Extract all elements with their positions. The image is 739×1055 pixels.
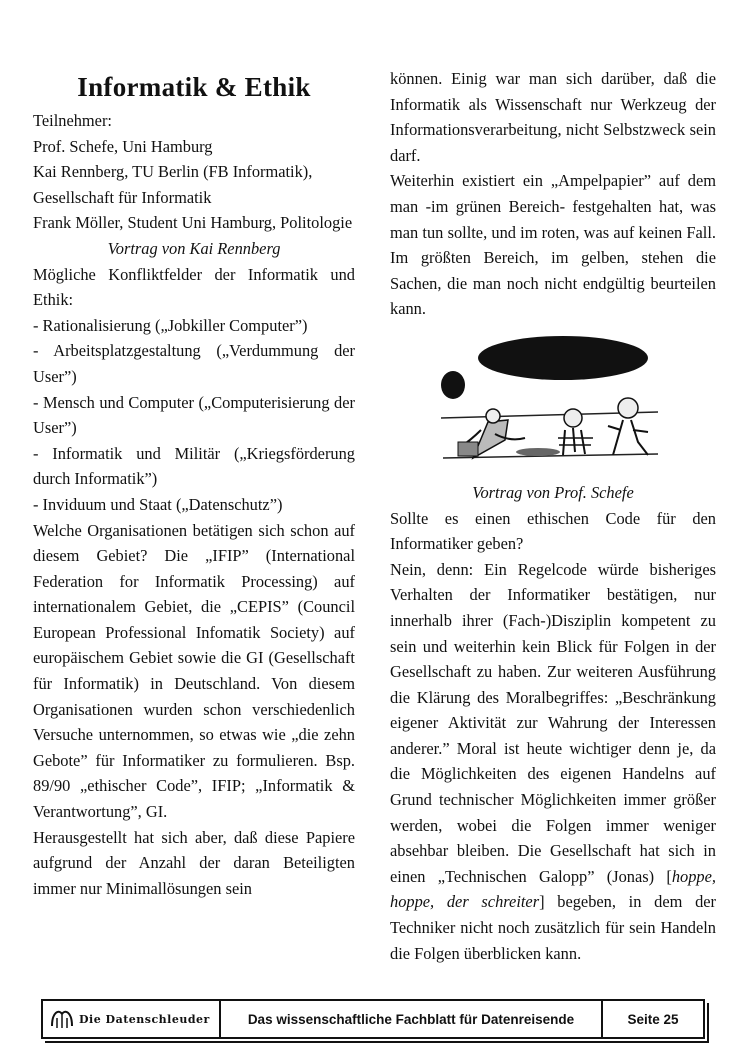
paragraph-ampel: Weiterhin existiert ein „Ampelpapier” auf dem man -im grünen Bereich- festgehalten hat, was man tun sollte, und im roten, was auf keinen Fall. Im größten Bereich, im gelben, stehen die Sachen, die man noch nicht endgültig beurteilen kann. bbox=[390, 171, 716, 319]
conflict-intro: Mögliche Konfliktfelder der Informatik und Ethik: bbox=[33, 264, 355, 310]
paragraph-continuation: können. Einig war man sich darüber, daß die Informatik als Wissenschaft nur Werkzeug der Informationsverarbeitung, nicht Selbstzweck sein darf. bbox=[390, 69, 716, 165]
answer-text-end: ] begeben, in dem der Techniker nicht noch zusätzlich für sein Handeln die Folgen überblicken kann. bbox=[390, 892, 717, 963]
participant-schefe: Prof. Schefe, Uni Hamburg bbox=[33, 136, 213, 156]
paragraph-organisations: Welche Organisationen betätigen sich schon auf diesem Gebiet? Die „IFIP” (International Federation for Informatik Processing) auf internationalem Gebiet, die „CEPIS” (Council European Professional Infomatik Society) auf europäischem Gebiet sowie die GI (Gesellschaft für Informatik) in Deutschland. Von diesem Organisationen wurden schon verschiedenlich Versuche unternommen, so etwas wie „die zehn Gebote” für Informatiker zu formulieren. Bsp. 89/90 „ethischer Code”, IFIP; „Informatik & Verantwortung”, GI. bbox=[33, 520, 355, 822]
conflict-item: - Rationalisierung („Jobkiller Computer”) bbox=[33, 315, 308, 335]
paragraph-result: Herausgestellt hat sich aber, daß diese Papiere aufgrund der Anzahl der daran Beteiligten immer nur Minimallösungen sein bbox=[33, 827, 355, 898]
page-footer bbox=[41, 999, 705, 1039]
article-title: Informatik & Ethik bbox=[77, 72, 311, 102]
left-column bbox=[33, 66, 355, 901]
skeleton-cartoon-illustration bbox=[433, 330, 673, 480]
participant-moeller: Frank Möller, Student Uni Hamburg, Politologie bbox=[33, 213, 353, 233]
conflict-item: - Arbeitsplatzgestaltung („Verdummung der User”) bbox=[33, 341, 355, 386]
conflict-item: - Mensch und Computer („Computerisierung der User”) bbox=[33, 392, 355, 438]
right-column bbox=[390, 66, 716, 966]
image-caption: Vortrag von Prof. Schefe bbox=[472, 482, 634, 502]
lecture-heading-rennberg: Vortrag von Kai Rennberg bbox=[107, 238, 281, 258]
conflict-item: - Informatik und Militär („Kriegsförderung durch Informatik”) bbox=[33, 443, 355, 489]
answer-paragraph bbox=[390, 557, 716, 967]
answer-text-italic: hoppe, hoppe, der schreiter bbox=[390, 866, 716, 912]
chaos-knot-icon bbox=[49, 1006, 75, 1032]
conflict-item: - Inviduum und Staat („Datenschutz”) bbox=[33, 494, 283, 514]
participant-rennberg: Kai Rennberg, TU Berlin (FB Informatik), Gesellschaft für Informatik bbox=[33, 162, 313, 207]
answer-text-start: Nein, denn: Ein Regelcode würde bisheriges Verhalten der Informatiker bestätigen, nur innerhalb ihrer (Fach-)Disziplin kompetent zu sein und weiterhin kein Blick für Folgen in der Gesellschaft zu haben. Zur weiteren Ausführung die Klärung des Moralbegriffes: „Beschränkung eigener Aktivität zur Wahrung der Interessen anderer.” Moral ist heute wichtiger denn je, da die Möglichkeiten des eigenen Handelns auf Grund technischer Möglichkeiten immer größer werden, wobei die Folgen immer weniger absehbar bleiben. Die Gesellschaft hat sich in einen „Technischen Galopp” (Jonas) [ bbox=[390, 559, 716, 886]
footer-logo-text: Die Datenschleuder bbox=[79, 1012, 210, 1026]
footer-page-number: Seite 25 bbox=[627, 1011, 679, 1027]
question-ethical-code: Sollte es einen ethischen Code für den Informatiker geben? bbox=[390, 508, 716, 554]
footer-title: Das wissenschaftliche Fachblatt für Datenreisende bbox=[221, 1001, 603, 1037]
footer-logo bbox=[43, 1001, 221, 1037]
participants-label: Teilnehmer: bbox=[33, 111, 112, 130]
